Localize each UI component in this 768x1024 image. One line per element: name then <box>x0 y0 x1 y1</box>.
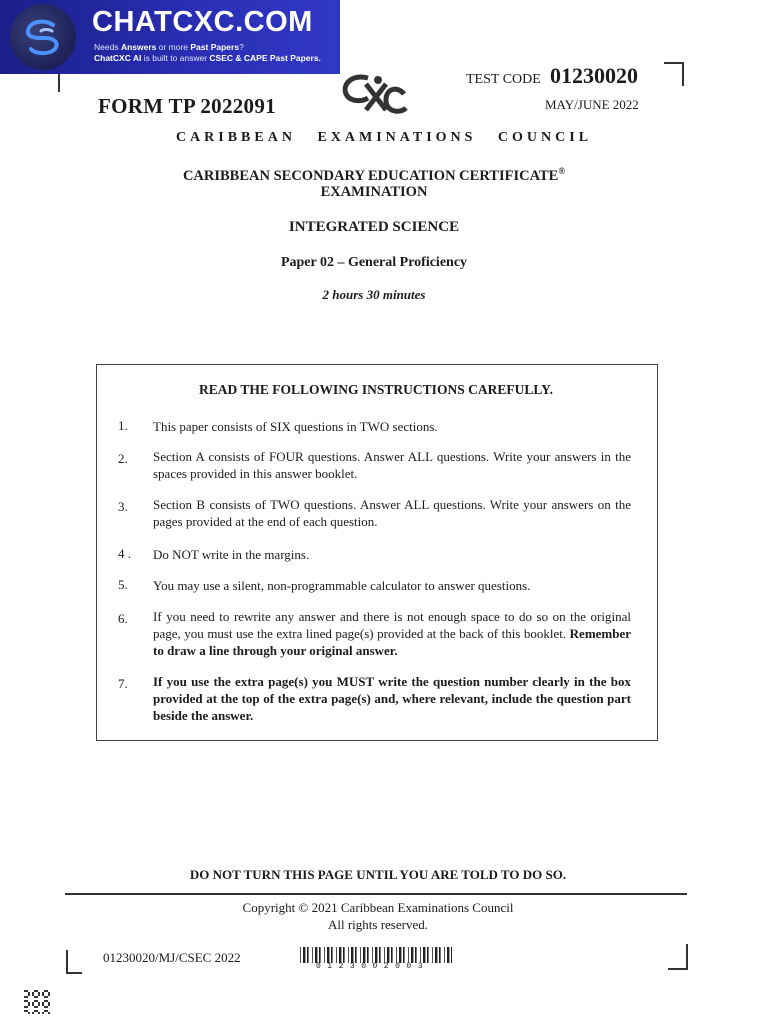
instruction-text: You may use a silent, non-programmable calculator to answer questions. <box>153 578 531 593</box>
barcode-icon <box>300 947 452 963</box>
banner-tagline-2: ChatCXC AI is built to answer CSEC & CAPE Past Papers. <box>94 53 321 63</box>
copyright-notice: Copyright © 2021 Caribbean Examinations Council <box>242 900 514 915</box>
instruction-text: Do NOT write in the margins. <box>153 547 310 562</box>
instruction-text: Section B consists of TWO questions. Answer ALL questions. Write your answers on the pages provided at the end of each question. <box>153 497 631 529</box>
exam-session: MAY/JUNE 2022 <box>545 97 639 112</box>
instruction-number: 2. <box>118 451 128 466</box>
chatcxc-logo-icon <box>10 4 76 70</box>
registered-mark: ® <box>558 166 566 176</box>
qr-code-icon <box>24 990 52 1014</box>
instruction-bold-tail: Remember to draw a line through your original answer. <box>153 626 632 658</box>
banner-tagline-1: Needs Answers or more Past Papers? <box>94 42 244 52</box>
crop-mark-top-left <box>58 74 60 92</box>
paper-title: Paper 02 – General Proficiency <box>280 255 468 270</box>
exam-duration: 2 hours 30 minutes <box>322 287 426 302</box>
subject-title: INTEGRATED SCIENCE <box>288 219 460 235</box>
test-code-value: 01230020 <box>550 63 638 88</box>
instruction-number: 6. <box>118 611 128 626</box>
banner-title: CHATCXC.COM <box>92 6 313 38</box>
certificate-title-line2: EXAMINATION <box>320 184 428 200</box>
instruction-number: 3. <box>118 499 128 514</box>
footer-paper-code: 01230020/MJ/CSEC 2022 <box>103 950 241 965</box>
instruction-text: If you use the extra page(s) you MUST write the question number clearly in the box provided at the top of the extra page(s) and, where relevant, include the question part beside the answer. <box>153 674 631 723</box>
instruction-text: This paper consists of SIX questions in TWO sections. <box>153 419 438 434</box>
instruction-number: 4 . <box>118 546 131 561</box>
rights-notice: All rights reserved. <box>327 917 428 932</box>
chatcxc-banner[interactable] <box>0 0 340 74</box>
form-tp-number: FORM TP 2022091 <box>98 94 276 118</box>
footer-divider <box>65 893 687 895</box>
instructions-title: READ THE FOLLOWING INSTRUCTIONS CAREFULLY. <box>199 382 553 397</box>
instruction-text: Section A consists of FOUR questions. Answer ALL questions. Write your answers in the spaces provided in this answer booklet. <box>153 449 631 481</box>
barcode-digits: 0123002003 <box>316 962 430 971</box>
crop-mark-top-right <box>664 62 684 86</box>
instruction-number: 7. <box>118 676 128 691</box>
instruction-number: 5. <box>118 577 128 592</box>
cxc-logo-icon <box>338 70 408 123</box>
crop-mark-bottom-left <box>66 950 82 974</box>
test-code-label: TEST CODE <box>466 72 541 87</box>
instruction-text: If you need to rewrite any answer and there is not enough space to do so on the original page, you must use the extra lined page(s) provided at the back of this booklet. Remember to draw a line through your original answer. <box>153 609 632 658</box>
instruction-number: 1. <box>118 418 128 433</box>
council-name: CARIBBEAN EXAMINATIONS COUNCIL <box>175 130 593 145</box>
crop-mark-bottom-right <box>668 944 688 970</box>
do-not-turn-notice: DO NOT TURN THIS PAGE UNTIL YOU ARE TOLD TO DO SO. <box>189 867 567 882</box>
certificate-title: CARIBBEAN SECONDARY EDUCATION CERTIFICATE® <box>182 166 566 184</box>
